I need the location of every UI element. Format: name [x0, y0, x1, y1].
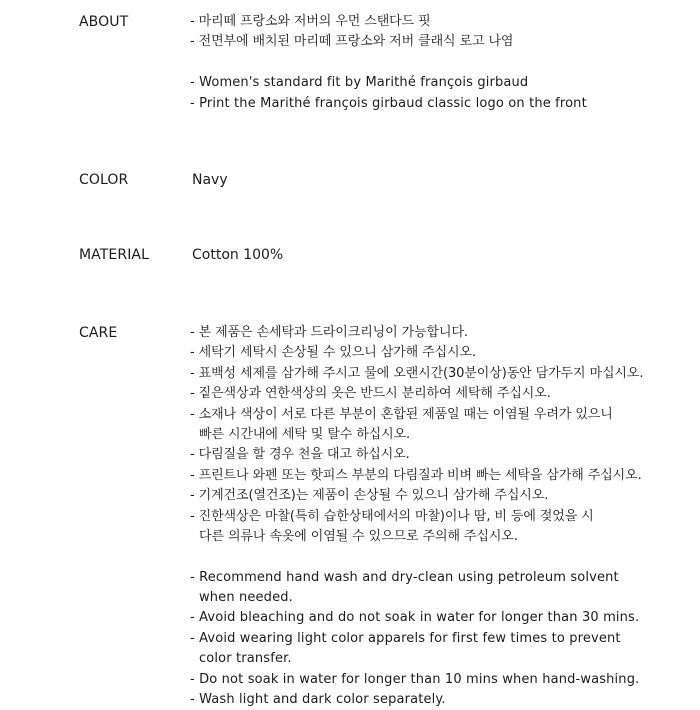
about-line: - Women's standard fit by Marithé françois girbaud — [190, 75, 529, 91]
care-line-en: - Do not soak in water for longer than 10 mins when hand-washing. — [190, 671, 640, 687]
care-line-ko: - 표백성 세제를 삼가해 주시고 물에 오랜시간(30분이상)동안 담가두지 마십시오. — [190, 365, 644, 381]
care-line-ko: - 기계건조(열건조)는 제품이 손상될 수 있으니 삼가해 주십시오. — [190, 488, 549, 504]
care-line-en: color transfer. — [199, 651, 292, 667]
care-line-en: - Wash light and dark color separately. — [190, 692, 446, 708]
about-line: - 전면부에 배치된 마리떼 프랑소와 저버 클래식 로고 나염 — [190, 34, 514, 50]
care-line-ko: - 진한색상은 마찰(특히 습한상태에서의 마찰)이나 땀, 비 등에 젖었을 시 — [190, 508, 594, 524]
care-line-en: - Recommend hand wash and dry-clean using petroleum solvent — [190, 569, 619, 585]
material-value: Cotton 100% — [192, 247, 284, 263]
care-line-en: - Avoid wearing light color apparels for first few times to prevent — [190, 630, 621, 646]
care-line-en: - Avoid bleaching and do not soak in water for longer than 30 mins. — [190, 610, 640, 626]
care-line-en: when needed. — [199, 590, 293, 606]
care-line-ko: - 소재나 색상이 서로 다른 부분이 혼합된 제품일 때는 이염될 우려가 있으니 — [190, 406, 613, 422]
care-line-ko: 빠른 시간내에 세탁 및 탈수 하십시오. — [199, 426, 411, 442]
color-label: COLOR — [79, 172, 129, 188]
about-content — [190, 12, 695, 114]
about-line: - 마리떼 프랑소와 저버의 우먼 스탠다드 핏 — [190, 14, 431, 29]
care-label: CARE — [79, 325, 118, 341]
about-label: ABOUT — [79, 14, 129, 30]
material-label: MATERIAL — [79, 247, 150, 263]
care-line-ko: - 세탁기 세탁시 손상될 수 있으니 삼가해 주십시오. — [190, 345, 477, 361]
care-line-ko: - 프린트나 와펜 또는 핫피스 부분의 다림질과 비벼 빠는 세탁을 삼가해 주십시오. — [190, 467, 642, 483]
color-value: Navy — [192, 172, 228, 188]
care-line-ko: 다른 의류나 속옷에 이염될 수 있으므로 주의해 주십시오. — [199, 528, 518, 544]
care-line-ko: - 짙은색상과 연한색상의 옷은 반드시 분리하여 세탁해 주십시오. — [190, 386, 551, 402]
care-line-ko: - 다림질을 할 경우 천을 대고 하십시오. — [190, 447, 410, 463]
care-spacer — [190, 547, 695, 567]
about-spacer — [190, 53, 695, 73]
about-line: - Print the Marithé françois girbaud classic logo on the front — [190, 95, 587, 111]
care-line-ko: - 본 제품은 손세탁과 드라이크리닝이 가능합니다. — [190, 325, 468, 340]
care-content — [190, 323, 695, 710]
